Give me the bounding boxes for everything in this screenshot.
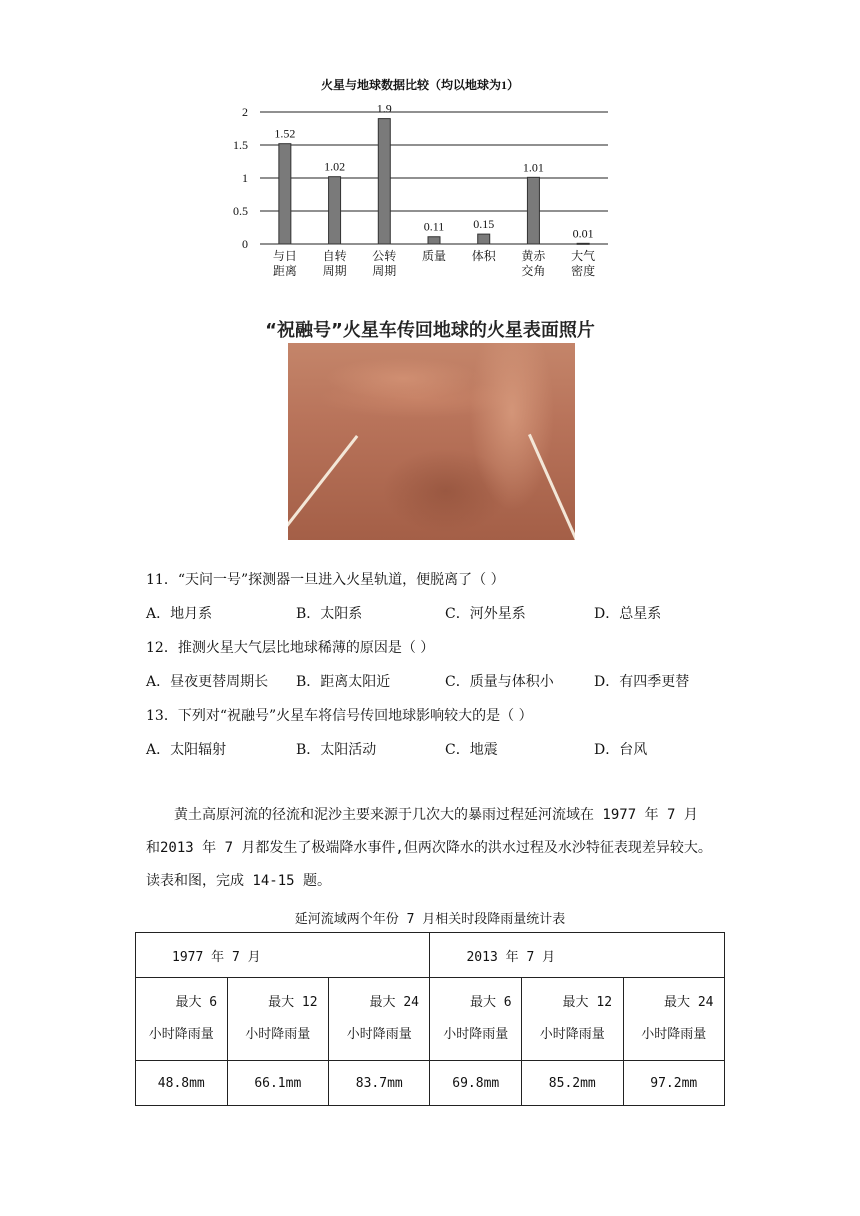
column-header: 最大 6 小时降雨量 — [430, 978, 522, 1061]
chart-bars — [274, 102, 593, 245]
rover-track-right — [528, 434, 575, 540]
question-12: 12．推测火星大气层比地球稀薄的原因是（ ） — [146, 640, 435, 656]
x-tick-label: 大气 — [571, 249, 596, 263]
column-header: 最大 24 小时降雨量 — [623, 978, 724, 1061]
q13-option-c[interactable]: C．地震 — [445, 742, 498, 758]
q12-option-c[interactable]: C．质量与体积小 — [445, 674, 554, 690]
column-header: 最大 6 小时降雨量 — [136, 978, 228, 1061]
q13-option-a[interactable]: A．太阳辐射 — [146, 742, 227, 758]
table-cell: 66.1mm — [227, 1061, 328, 1106]
q13-option-d[interactable]: D．台风 — [594, 742, 648, 758]
x-tick-label: 黄赤 — [521, 249, 546, 263]
mars-earth-comparison-chart — [225, 70, 625, 290]
q12-option-d[interactable]: D．有四季更替 — [594, 674, 690, 690]
q12-option-b[interactable]: B．距离太阳近 — [296, 674, 391, 690]
bar — [577, 243, 589, 244]
bar — [279, 144, 291, 244]
chart-x-labels — [273, 248, 595, 278]
mars-surface-photo — [288, 343, 575, 540]
q11-option-c[interactable]: C．河外星系 — [445, 606, 526, 622]
table-row — [136, 1061, 725, 1106]
q13-option-b[interactable]: B．太阳活动 — [296, 742, 377, 758]
chart-title: 火星与地球数据比较（均以地球为1） — [320, 78, 520, 92]
bar — [329, 177, 341, 244]
chart-y-axis — [233, 105, 248, 251]
x-tick-label: 公转 — [372, 249, 397, 263]
bar-value-label: 0.01 — [572, 226, 594, 241]
year-1977-header: 1977 年 7 月 — [136, 933, 430, 978]
x-tick-label: 周期 — [372, 264, 397, 278]
y-tick-label: 0 — [242, 237, 248, 251]
q11-option-a[interactable]: A．地月系 — [146, 606, 213, 622]
y-tick-label: 1 — [242, 171, 248, 185]
table-row — [136, 978, 725, 1061]
bar — [478, 234, 490, 244]
table-cell: 69.8mm — [430, 1061, 522, 1106]
x-tick-label: 质量 — [421, 249, 447, 263]
bar-value-label: 0.11 — [423, 219, 445, 234]
bar-value-label: 1.02 — [324, 159, 346, 174]
passage-line-1: 黄土高原河流的径流和泥沙主要来源于几次大的暴雨过程延河流域在 1977 年 7 月 — [174, 807, 698, 823]
bar — [428, 237, 440, 244]
table-title: 延河流域两个年份 7 月相关时段降雨量统计表 — [294, 912, 566, 927]
rainfall-table — [135, 932, 725, 1106]
y-tick-label: 0.5 — [233, 204, 248, 218]
x-tick-label: 密度 — [571, 264, 596, 278]
table-cell: 48.8mm — [136, 1061, 228, 1106]
bar-value-label: 0.15 — [473, 217, 495, 232]
x-tick-label: 交角 — [521, 264, 546, 278]
bar-value-label: 1.01 — [522, 160, 544, 175]
column-header: 最大 12 小时降雨量 — [522, 978, 623, 1061]
table-cell: 85.2mm — [522, 1061, 623, 1106]
bar-value-label: 1.52 — [274, 126, 296, 141]
y-tick-label: 1.5 — [233, 138, 248, 152]
x-tick-label: 与日 — [272, 249, 297, 263]
q11-option-b[interactable]: B．太阳系 — [296, 606, 363, 622]
q12-option-a[interactable]: A．昼夜更替周期长 — [146, 674, 269, 690]
year-2013-header: 2013 年 7 月 — [430, 933, 725, 978]
x-tick-label: 体积 — [471, 249, 496, 263]
question-13: 13．下列对“祝融号”火星车将信号传回地球影响较大的是（ ） — [146, 708, 533, 724]
column-header: 最大 24 小时降雨量 — [329, 978, 430, 1061]
table-row — [136, 933, 725, 978]
bar-value-label: 1.9 — [376, 101, 392, 116]
rover-track-left — [288, 435, 358, 527]
question-11: 11．“天问一号”探测器一旦进入火星轨道，便脱离了（ ） — [146, 572, 505, 588]
x-tick-label: 周期 — [322, 264, 347, 278]
table-cell: 97.2mm — [623, 1061, 724, 1106]
column-header: 最大 12 小时降雨量 — [227, 978, 328, 1061]
y-tick-label: 2 — [242, 105, 248, 119]
photo-title: “祝融号”火星车传回地球的火星表面照片 — [265, 320, 595, 341]
x-tick-label: 距离 — [272, 264, 297, 278]
q11-option-d[interactable]: D．总星系 — [594, 606, 662, 622]
passage-line-3: 读表和图，完成 14-15 题。 — [146, 873, 332, 889]
x-tick-label: 自转 — [322, 249, 347, 263]
table-cell: 83.7mm — [329, 1061, 430, 1106]
bar — [378, 119, 390, 244]
passage-line-2: 和2013 年 7 月都发生了极端降水事件,但两次降水的洪水过程及水沙特征表现差异较大。 — [146, 840, 712, 856]
bar — [527, 177, 539, 244]
